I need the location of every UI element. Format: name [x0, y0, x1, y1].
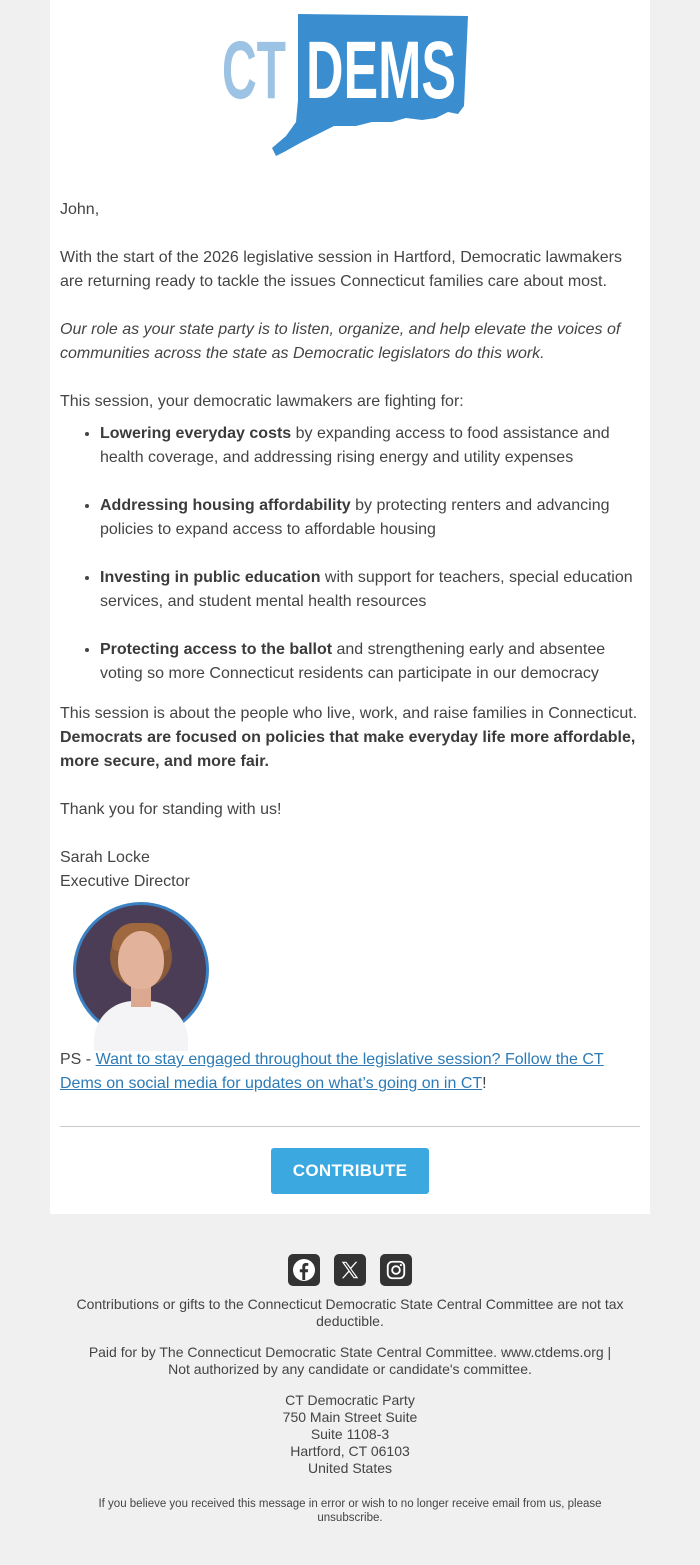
avatar [73, 902, 209, 1038]
intro-paragraph: With the start of the 2026 legislative session in Hartford, Democratic lawmakers are returning ready to tackle the issues Connecticut families care about most. [60, 249, 623, 290]
greeting: John, [60, 201, 100, 218]
role-paragraph: Our role as your state party is to listen, organize, and help elevate the voices of communities across the state as Democratic legislators do this work. [60, 321, 621, 362]
social-links [0, 1254, 700, 1286]
list-item: • Addressing housing affordability by protecting renters and advancing policies to expand access to affordable housing [100, 494, 640, 542]
signer-name: Sarah Locke [60, 849, 150, 866]
ps-paragraph: PS - Want to stay engaged throughout the legislative session? Follow the CT Dems on social media for updates on what’s going on in CT! [60, 1051, 604, 1092]
ct-dems-logo [222, 10, 478, 160]
signature [60, 846, 640, 894]
x-icon[interactable] [334, 1254, 366, 1286]
list-item: • Investing in public education with support for teachers, special education services, and student mental health resources [100, 566, 640, 614]
unsubscribe-notice[interactable]: If you believe you received this message in error or wish to no longer receive email from us, please unsubscribe. [98, 1498, 602, 1524]
facebook-icon[interactable] [288, 1254, 320, 1286]
signer-title: Executive Director [60, 873, 190, 890]
ps-social-link[interactable]: Want to stay engaged throughout the legislative session? Follow the CT Dems on social media for updates on what’s going on in CT [60, 1051, 604, 1092]
tax-disclaimer: Contributions or gifts to the Connecticut Democratic State Central Committee are not tax deductible. [76, 1296, 624, 1329]
footer [0, 1254, 700, 1525]
email-card [50, 0, 650, 1214]
thanks-line: Thank you for standing with us! [60, 801, 282, 818]
contribute-button[interactable]: CONTRIBUTE [271, 1148, 429, 1194]
list-intro: This session, your democratic lawmakers are fighting for: [60, 393, 464, 410]
closing-paragraph: This session is about the people who live, work, and raise families in Connecticut. Democrats are focused on policies that make everyday life more affordable, more secure, and more fair. [60, 705, 638, 770]
list-item: • Lowering everyday costs by expanding access to food assistance and health coverage, and addressing rising energy and utility expenses [100, 422, 640, 470]
logo-ct-text: CT [222, 25, 286, 116]
paid-for-notice: Paid for by The Connecticut Democratic State Central Committee. www.ctdems.org | Not authorized by any candidate or candidate's committee. [88, 1344, 612, 1377]
divider [60, 1126, 640, 1127]
email-body [60, 198, 640, 1120]
list-item: • Protecting access to the ballot and strengthening early and absentee voting so more Connecticut residents can participate in our democracy [100, 638, 640, 686]
logo-dems-text: DEMS [306, 25, 456, 116]
instagram-icon[interactable] [380, 1254, 412, 1286]
priorities-list [60, 422, 640, 686]
mailing-address: CT Democratic Party 750 Main Street Suite Suite 1108-3 Hartford, CT 06103 United States [282, 1392, 418, 1476]
